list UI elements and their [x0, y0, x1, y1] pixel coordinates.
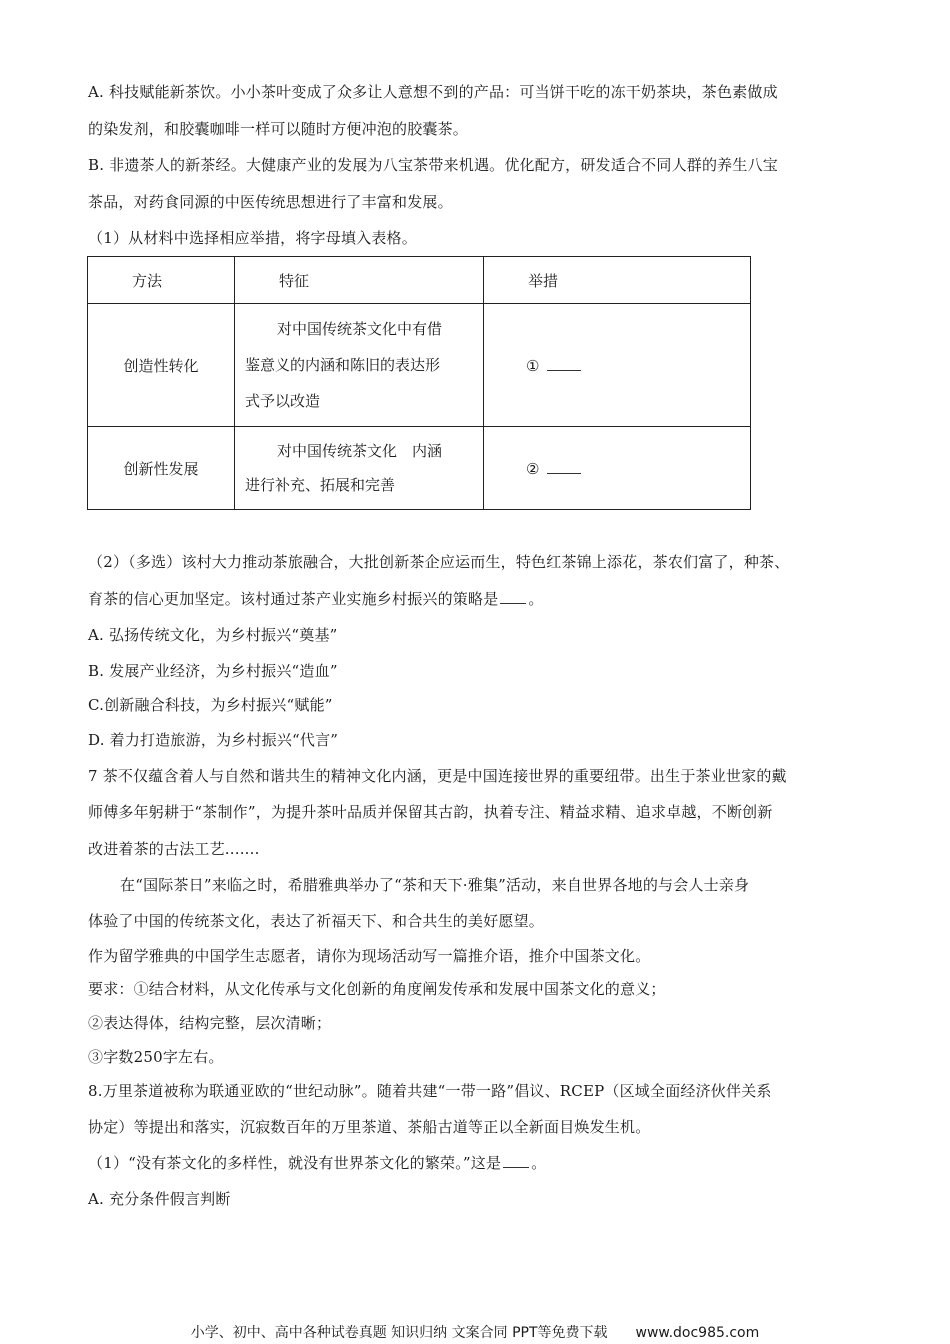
- feature-line: 鉴意义的内涵和陈旧的表达形: [245, 356, 441, 374]
- question-7-line3: 改进着茶的古法工艺.......: [88, 840, 260, 858]
- material-option-a-cont: 的染发剂，和胶囊咖啡一样可以随时方便冲泡的胶囊茶。: [88, 120, 469, 138]
- table-row: [88, 427, 751, 510]
- question-8-line1: 8.万里茶道被称为联通亚欧的“世纪动脉”。随着共建“一带一路”倡议、RCEP（区域全面经济伙伴关系: [88, 1082, 772, 1100]
- question-7-requirement-3: ③字数250字左右。: [88, 1048, 224, 1066]
- feature-cell: [235, 427, 484, 510]
- question-2-line2: [88, 588, 858, 610]
- answer-marker: ①: [526, 356, 540, 375]
- question-2-end: 。: [528, 590, 544, 608]
- answer-blank[interactable]: [503, 1153, 529, 1168]
- question-7-line5: 体验了中国的传统茶文化，表达了祈福天下、和合共生的美好愿望。: [88, 912, 545, 930]
- question-8-sub1: [88, 1152, 858, 1174]
- material-option-b: B. 非遗茶人的新茶经。大健康产业的发展为八宝茶带来机遇。优化配方，研发适合不同人群的养生八宝: [88, 156, 778, 174]
- method-cell: 创新性发展: [88, 427, 235, 510]
- answer-blank[interactable]: [547, 459, 581, 474]
- header-feature: 特征: [235, 257, 484, 304]
- answer-marker: ②: [526, 459, 540, 478]
- question-8-sub1-text: （1）“没有茶文化的多样性，就没有世界茶文化的繁荣。”这是: [88, 1154, 502, 1172]
- header-measure: 举措: [484, 257, 751, 304]
- question-7-line2: 师傅多年躬耕于“茶制作”，为提升茶叶品质并保留其古韵，执着专注、精益求精、追求卓越，不断创新: [88, 803, 773, 821]
- feature-cell: [235, 304, 484, 427]
- answer-cell[interactable]: [484, 304, 751, 427]
- question-7-requirement-2: ②表达得体，结构完整，层次清晰；: [88, 1014, 332, 1032]
- question-7-requirement-1: 要求：①结合材料，从文化传承与文化创新的角度阐发传承和发展中国茶文化的意义；: [88, 980, 666, 998]
- table-header-row: [88, 257, 751, 304]
- page-footer: 小学、初中、高中各种试卷真题 知识归纳 文案合同 PPT等免费下载 www.doc985.com: [190, 1325, 760, 1341]
- header-method: 方法: [88, 257, 235, 304]
- feature-line: 进行补充、拓展和完善: [245, 476, 396, 494]
- question-8-sub1-end: 。: [531, 1154, 547, 1172]
- q2-option-b: B. 发展产业经济，为乡村振兴“造血”: [88, 662, 338, 680]
- feature-line: 对中国传统茶文化中有借: [277, 320, 443, 338]
- material-option-a: A. 科技赋能新茶饮。小小茶叶变成了众多让人意想不到的产品：可当饼干吃的冻干奶茶块，茶色素做成: [88, 83, 778, 101]
- question-2-line1: （2）（多选）该村大力推动茶旅融合，大批创新茶企应运而生，特色红茶锦上添花，茶农们富了，种茶、: [88, 553, 790, 571]
- feature-line: 对中国传统茶文化 内涵: [277, 442, 443, 460]
- method-cell: 创造性转化: [88, 304, 235, 427]
- feature-line: 式予以改造: [245, 392, 321, 410]
- answer-blank[interactable]: [547, 356, 581, 371]
- question-7-line4: 在“国际茶日”来临之时，希腊雅典举办了“茶和天下·雅集”活动，来自世界各地的与会人士亲身: [120, 876, 750, 894]
- question-1-prompt: （1）从材料中选择相应举措，将字母填入表格。: [88, 229, 417, 247]
- q2-option-a: A. 弘扬传统文化，为乡村振兴“奠基”: [88, 626, 338, 644]
- q2-option-c: C.创新融合科技，为乡村振兴“赋能”: [88, 696, 333, 714]
- question-7-line6: 作为留学雅典的中国学生志愿者，请你为现场活动写一篇推介语，推介中国茶文化。: [88, 947, 651, 965]
- answer-blank[interactable]: [500, 589, 526, 604]
- material-option-b-cont: 茶品，对药食同源的中医传统思想进行了丰富和发展。: [88, 193, 453, 211]
- table-row: [88, 304, 751, 427]
- answer-cell[interactable]: [484, 427, 751, 510]
- question-7-line1: 7 茶不仅蕴含着人与自然和谐共生的精神文化内涵，更是中国连接世界的重要纽带。出生于茶业世家的戴: [88, 767, 787, 785]
- question-8-line2: 协定）等提出和落实，沉寂数百年的万里茶道、茶船古道等正以全新面目焕发生机。: [88, 1118, 651, 1136]
- q2-option-d: D. 着力打造旅游，为乡村振兴“代言”: [88, 731, 339, 749]
- q8-option-a: A. 充分条件假言判断: [88, 1190, 231, 1208]
- question-2-text: 育茶的信心更加坚定。该村通过茶产业实施乡村振兴的策略是: [88, 590, 499, 608]
- answer-table: [87, 256, 751, 510]
